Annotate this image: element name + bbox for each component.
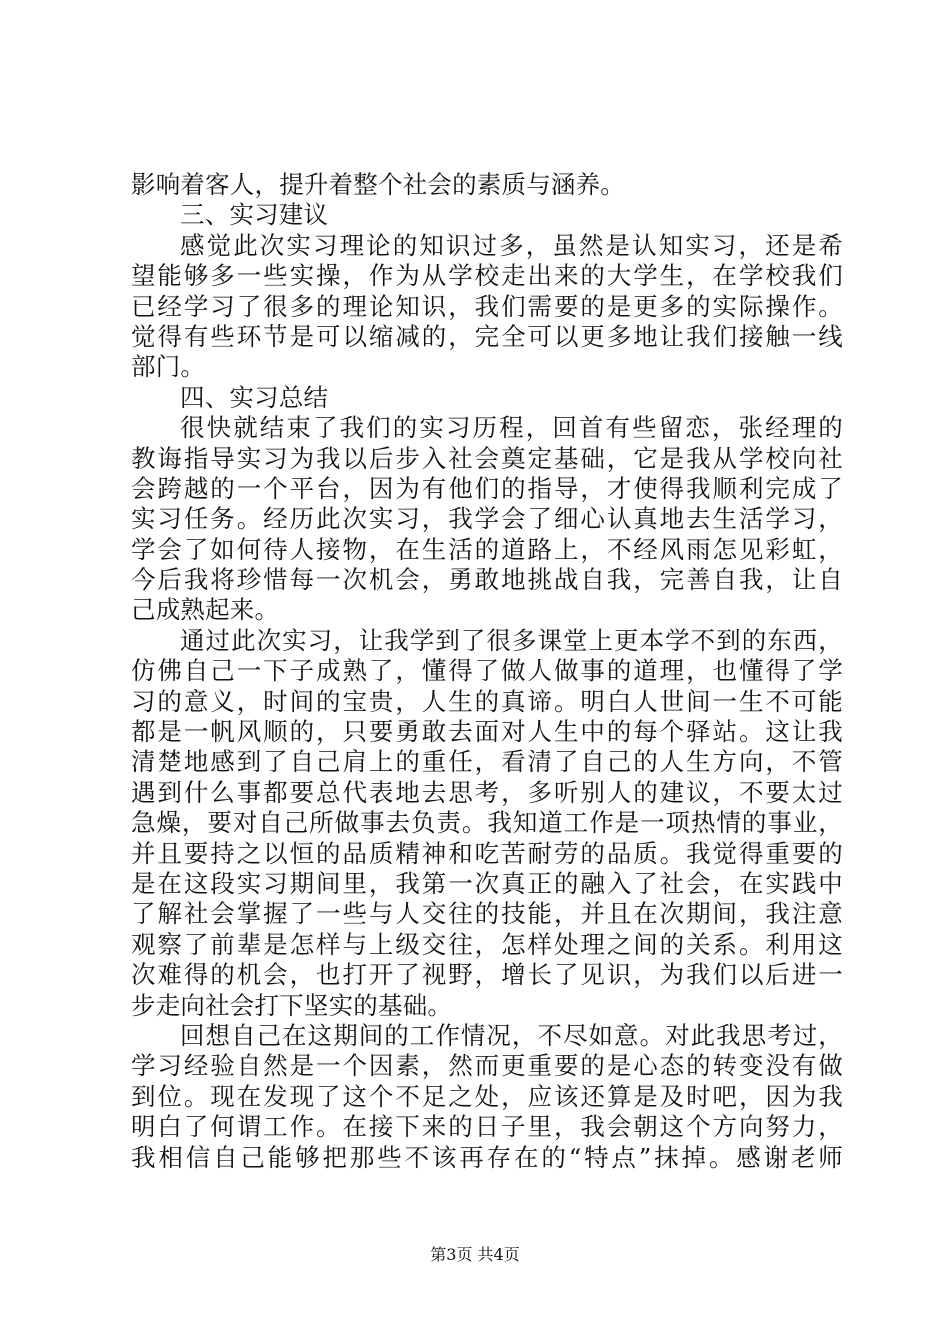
body-line: 急燥，要对自己所做事去负责。我知道工作是一项热情的事业， — [131, 808, 843, 838]
body-line: 很快就结束了我们的实习历程，回首有些留恋，张经理的 — [180, 413, 843, 443]
body-line: 次难得的机会，也打开了视野，增长了见识，为我们以后进一 — [131, 960, 843, 990]
body-line: 感觉此次实习理论的知识过多，虽然是认知实习，还是希 — [180, 230, 843, 260]
body-line: 到位。现在发现了这个不足之处，应该还算是及时吧，因为我 — [131, 1081, 843, 1111]
body-line: 今后我将珍惜每一次机会，勇敢地挑战自我，完善自我，让自 — [131, 565, 843, 595]
body-line: 都是一帆风顺的，只要勇敢去面对人生中的每个驿站。这让我 — [131, 717, 843, 747]
body-line: 影响着客人，提升着整个社会的素质与涵养。 — [131, 170, 625, 199]
section-heading: 四、实习总结 — [180, 382, 329, 412]
body-line: 望能够多一些实操，作为从学校走出来的大学生，在学校我们 — [131, 261, 843, 291]
body-line: 仿佛自己一下子成熟了，懂得了做人做事的道理，也懂得了学 — [131, 656, 843, 686]
body-line: 步走向社会打下坚实的基础。 — [131, 990, 453, 1020]
body-line: 觉得有些环节是可以缩减的，完全可以更多地让我们接触一线 — [131, 321, 843, 351]
section-heading: 三、实习建议 — [180, 200, 329, 230]
body-line: 遇到什么事都要总代表地去思考，多听别人的建议，不要太过 — [131, 777, 843, 807]
body-line: 并且要持之以恒的品质精神和吃苦耐劳的品质。我觉得重要的 — [131, 838, 843, 868]
body-line: 我相信自己能够把那些不该再存在的“特点”抹掉。感谢老师 — [131, 1142, 843, 1172]
body-line: 学会了如何待人接物，在生活的道路上，不经风雨怎见彩虹， — [131, 534, 843, 564]
body-line: 部门。 — [131, 352, 206, 382]
body-line: 会跨越的一个平台，因为有他们的指导，才使得我顺利完成了 — [131, 473, 843, 503]
body-line: 了解社会掌握了一些与人交往的技能，并且在次期间，我注意 — [131, 899, 843, 929]
body-line: 己成熟起来。 — [131, 595, 280, 625]
body-line: 是在这段实习期间里，我第一次真正的融入了社会，在实践中 — [131, 868, 843, 898]
body-line: 回想自己在这期间的工作情况，不尽如意。对此我思考过， — [180, 1020, 843, 1050]
body-line: 明白了何谓工作。在接下来的日子里，我会朝这个方向努力， — [131, 1112, 843, 1142]
body-line: 学习经验自然是一个因素，然而更重要的是心态的转变没有做 — [131, 1051, 843, 1081]
page-number-footer: 第3页 共4页 — [430, 1245, 520, 1264]
body-line: 观察了前辈是怎样与上级交往，怎样处理之间的关系。利用这 — [131, 929, 843, 959]
body-line: 教诲指导实习为我以后步入社会奠定基础，它是我从学校向社 — [131, 443, 843, 473]
body-line: 通过此次实习，让我学到了很多课堂上更本学不到的东西， — [180, 625, 843, 655]
body-line: 实习任务。经历此次实习，我学会了细心认真地去生活学习， — [131, 504, 843, 534]
body-line: 已经学习了很多的理论知识，我们需要的是更多的实际操作。 — [131, 291, 843, 321]
body-line: 清楚地感到了自己肩上的重任，看清了自己的人生方向，不管 — [131, 747, 843, 777]
body-line: 习的意义，时间的宝贵，人生的真谛。明白人世间一生不可能 — [131, 686, 843, 716]
document-body — [131, 170, 843, 1173]
